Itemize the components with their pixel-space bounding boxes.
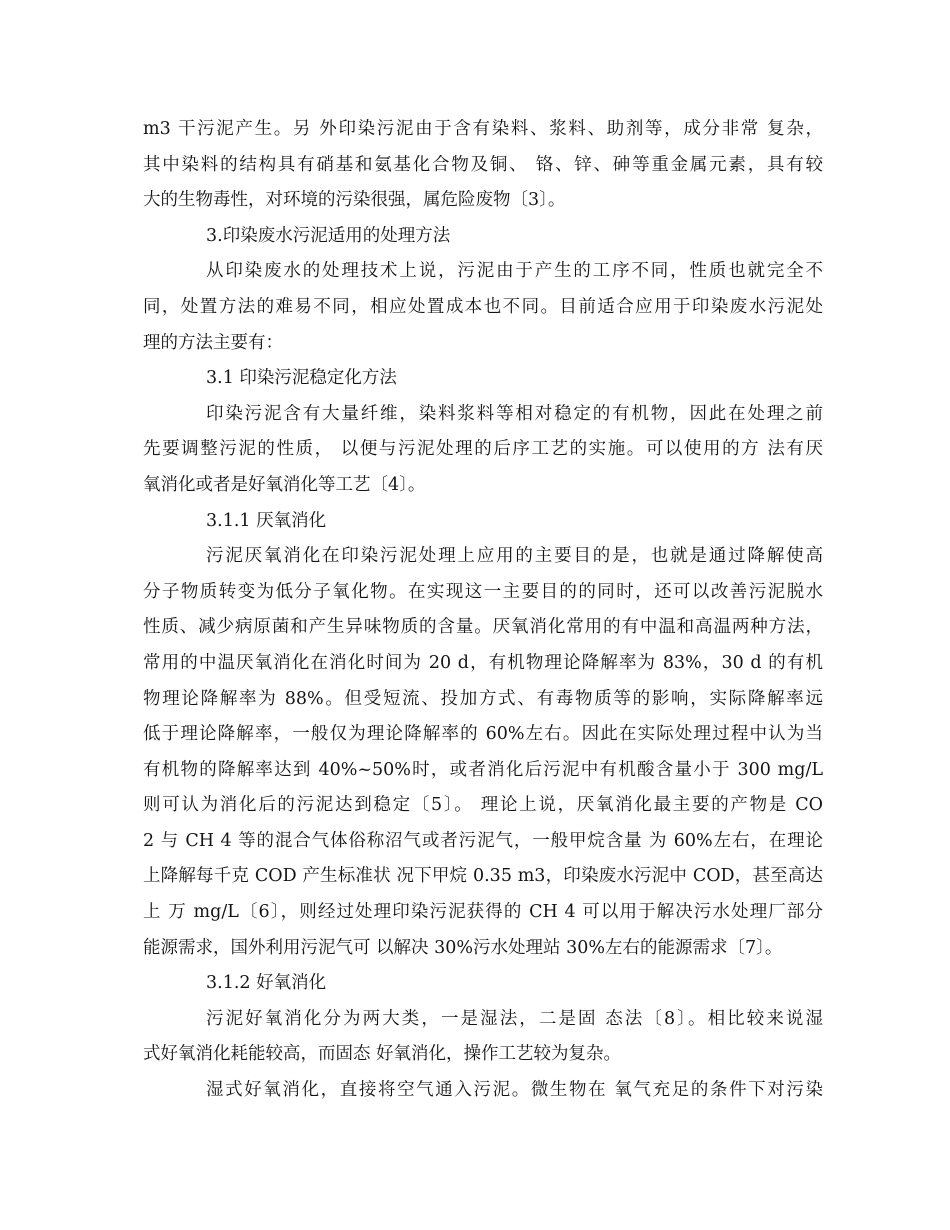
body-line: 则可认为消化后的污泥达到稳定〔5〕。 理论上说，厌氧消化最主要的产物是 CO	[143, 795, 823, 816]
body-line: m3 干污泥产生。另 外印染污泥由于含有染料、浆料、助剂等，成分非常 复杂，	[143, 119, 823, 139]
body-line: 常用的中温厌氧消化在消化时间为 20 d，有机物理论降解率为 83%，30 d 的有机	[143, 652, 823, 673]
body-line: 同，处置方法的难易不同，相应处置成本也不同。目前适合应用于印染废水污泥处	[143, 296, 823, 317]
body-line: 分子物质转变为低分子氧化物。在实现这一主要目的的同时，还可以改善污泥脱水	[143, 581, 823, 602]
paragraph-first-line: 从印染废水的处理技术上说，污泥由于产生的工序不同，性质也就完全不	[206, 261, 823, 282]
paragraph-first-line: 湿式好氧消化，直接将空气通入污泥。微生物在 氧气充足的条件下对污染	[206, 1080, 823, 1101]
section-heading: 3.印染废水污泥适用的处理方法	[206, 225, 451, 246]
paragraph-first-line: 污泥好氧消化分为两大类，一是湿法，二是固 态法〔8〕。相比较来说湿	[206, 1008, 823, 1029]
body-line: 上 万 mg/L〔6〕，则经过处理印染污泥获得的 CH 4 可以用于解决污水处理厂部分	[143, 902, 823, 923]
body-line: 理的方法主要有：	[143, 332, 283, 353]
body-line: 有机物的降解率达到 40%~50%时，或者消化后污泥中有机酸含量小于 300 mg/L	[143, 759, 823, 780]
body-line: 先要调整污泥的性质， 以便与污泥处理的后序工艺的实施。可以使用的方 法有厌	[143, 439, 823, 460]
body-line: 其中染料的结构具有硝基和氨基化合物及铜、 铬、锌、砷等重金属元素，具有较	[143, 154, 823, 175]
body-line: 低于理论降解率，一般仅为理论降解率的 60%左右。因此在实际处理过程中认为当	[143, 724, 823, 745]
section-heading: 3.1.2 好氧消化	[206, 973, 327, 994]
body-line: 大的生物毒性，对环境的污染很强，属危险废物〔3〕。	[143, 190, 566, 211]
body-line: 式好氧消化耗能较高，而固态 好氧消化，操作工艺较为复杂。	[143, 1044, 622, 1065]
section-heading: 3.1.1 厌氧消化	[206, 510, 327, 531]
paragraph-first-line: 污泥厌氧消化在印染污泥处理上应用的主要目的是，也就是通过降解使高	[206, 546, 823, 567]
paragraph-first-line: 印染污泥含有大量纤维，染料浆料等相对稳定的有机物，因此在处理之前	[206, 403, 823, 424]
body-line: 氧消化或者是好氧消化等工艺〔4〕。	[143, 474, 426, 495]
section-heading: 3.1 印染污泥稳定化方法	[206, 368, 397, 389]
body-line: 物理论降解率为 88%。但受短流、投加方式、有毒物质等的影响，实际降解率远	[143, 688, 823, 709]
body-line: 能源需求，国外利用污泥气可 以解决 30%污水处理站 30%左右的能源需求〔7〕。	[143, 937, 783, 958]
body-line: 性质、减少病原菌和产生异味物质的含量。厌氧消化常用的有中温和高温两种方法，	[143, 617, 823, 638]
document-body	[143, 112, 823, 1109]
body-line: 上降解每千克 COD 产生标准状 况下甲烷 0.35 m3，印染废水污泥中 COD，甚至高达	[143, 866, 823, 887]
body-line: 2 与 CH 4 等的混合气体俗称沼气或者污泥气，一般甲烷含量 为 60%左右，在理论	[143, 830, 823, 851]
